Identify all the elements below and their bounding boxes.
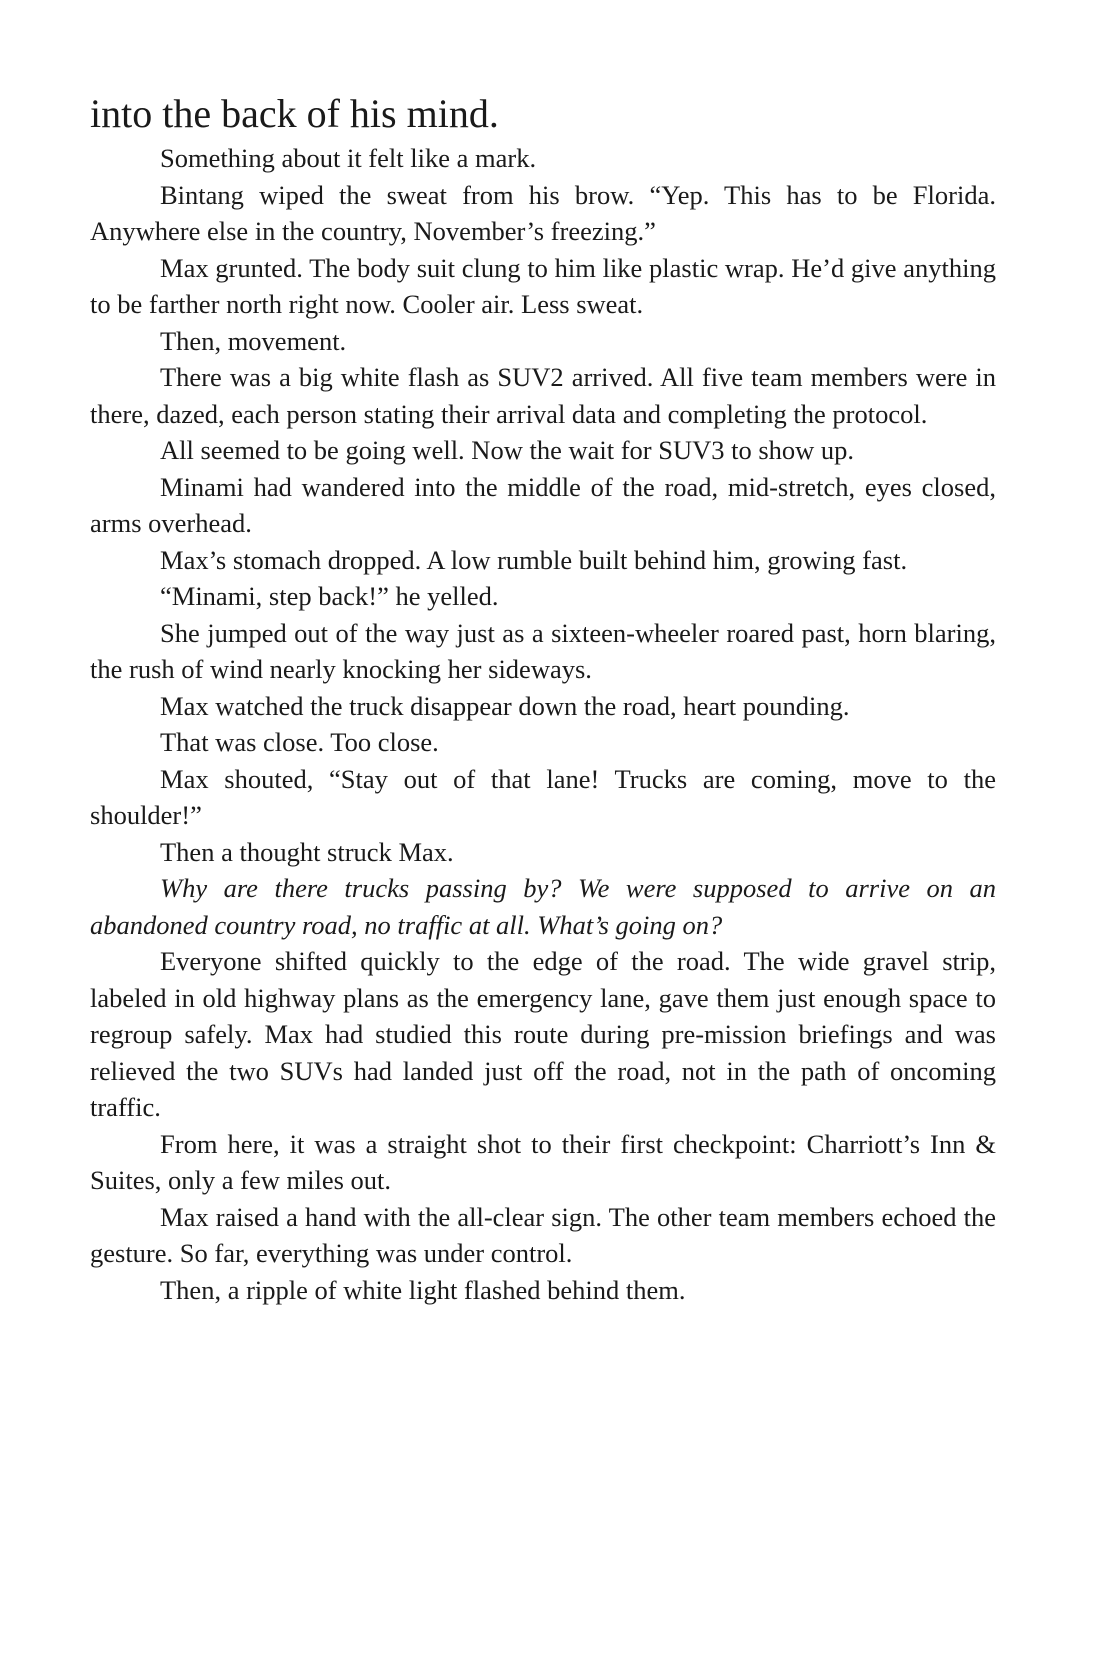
paragraph: “Minami, step back!” he yelled. <box>160 581 499 611</box>
paragraph: That was close. Too close. <box>160 727 439 757</box>
book-page <box>90 88 996 1308</box>
lead-line: into the back of his mind. <box>90 91 499 136</box>
paragraph: There was a big white flash as SUV2 arrived. All five team members were in there, dazed, each person stating their arrival data and completing the protocol. <box>90 362 996 429</box>
paragraph: Everyone shifted quickly to the edge of the road. The wide gravel strip, labeled in old highway plans as the emergency lane, gave them just enough space to regroup safely. Max had studied this route during pre-mission briefings and was relieved the two SUVs had landed just off the road, not in the path of oncoming traffic. <box>90 946 996 1122</box>
paragraph: Max shouted, “Stay out of that lane! Trucks are coming, move to the shoulder!” <box>90 763 996 830</box>
paragraph: Max watched the truck disappear down the road, heart pounding. <box>160 690 850 721</box>
paragraph: Minami had wandered into the middle of the road, mid-stretch, eyes closed, arms overhead. <box>90 471 996 538</box>
paragraph: Max raised a hand with the all-clear sign. The other team members echoed the gesture. So far, everything was under control. <box>90 1201 996 1268</box>
paragraph: She jumped out of the way just as a sixteen-wheeler roared past, horn blaring, the rush of wind nearly knocking her sideways. <box>90 617 996 684</box>
paragraph: All seemed to be going well. Now the wait for SUV3 to show up. <box>160 435 855 465</box>
paragraph: Then a thought struck Max. <box>160 836 454 867</box>
paragraph: Max grunted. The body suit clung to him like plastic wrap. He’d give anything to be farther north right now. Cooler air. Less sweat. <box>90 252 996 319</box>
paragraph: Then, a ripple of white light flashed behind them. <box>160 1274 686 1305</box>
paragraph: From here, it was a straight shot to their first checkpoint: Charriott’s Inn & Suites, only a few miles out. <box>90 1128 996 1195</box>
paragraph: Bintang wiped the sweat from his brow. “Yep. This has to be Florida. Anywhere else in the country, November’s freezing.” <box>90 179 996 246</box>
italic-thought-paragraph: Why are there trucks passing by? We were supposed to arrive on an abandoned country road, no traffic at all. What’s going on? <box>90 873 996 940</box>
paragraph: Then, movement. <box>160 325 347 356</box>
paragraph: Something about it felt like a mark. <box>160 143 537 173</box>
paragraph: Max’s stomach dropped. A low rumble built behind him, growing fast. <box>160 544 908 575</box>
